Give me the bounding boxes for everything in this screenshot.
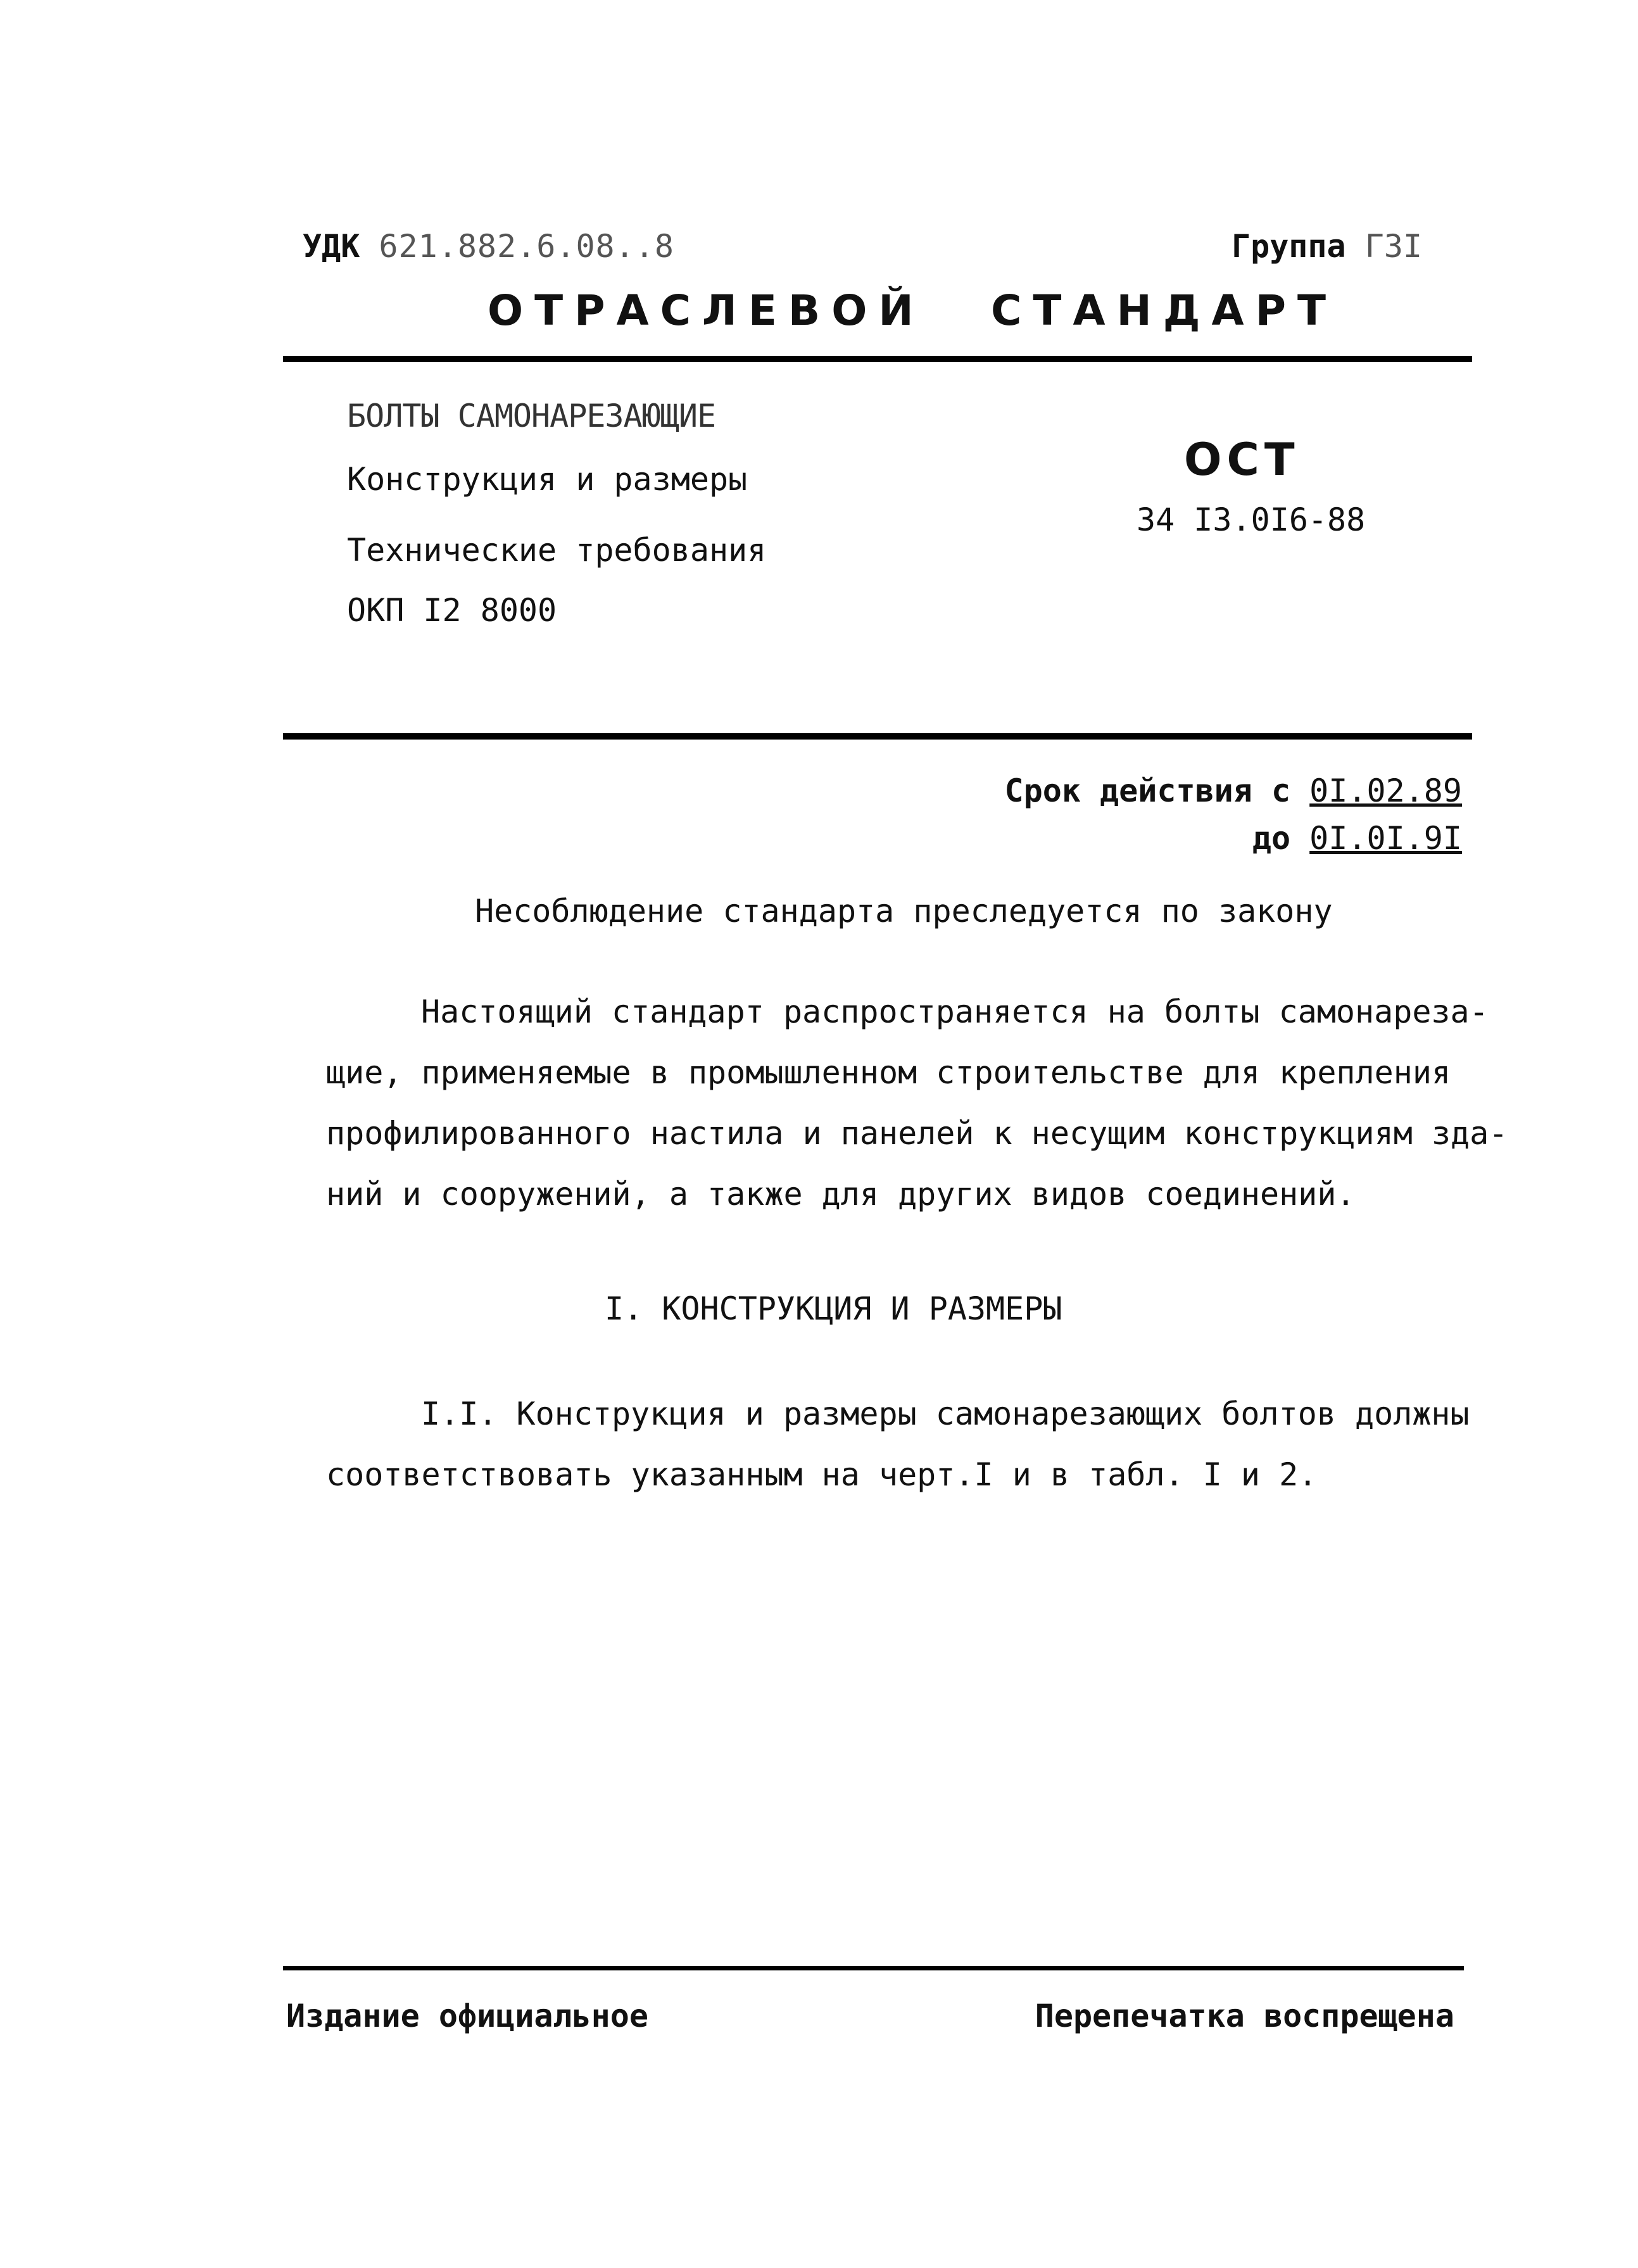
section-heading: I. КОНСТРУКЦИЯ И РАЗМЕРЫ	[605, 1290, 1062, 1327]
validity-from-date: 0I.02.89	[1309, 772, 1462, 809]
legal-notice: Несоблюдение стандарта преследуется по закону	[475, 893, 1333, 929]
ost-number: 34 I3.0I6-88	[1137, 501, 1366, 538]
document-title: БОЛТЫ САМОНАРЕЗАЮЩИЕ	[347, 398, 716, 434]
document-subtitle-2: Технические требования	[347, 532, 767, 569]
standard-title-word-2: СТАНДАРТ	[991, 286, 1338, 335]
validity-from-label: Срок действия с	[1004, 772, 1291, 809]
intro-line: ний и сооружений, а также для других видов соединений.	[326, 1176, 1356, 1213]
clause-paragraph	[326, 1383, 1472, 1505]
udk-code: 621.882.6.08..8	[379, 228, 674, 265]
intro-line: профилированного настила и панелей к несущим конструкциям зда-	[326, 1115, 1508, 1152]
header-divider	[283, 356, 1472, 362]
title-divider	[283, 733, 1472, 740]
group-label: Группа	[1232, 228, 1346, 265]
group-line	[1232, 228, 1422, 265]
footer-divider	[283, 1966, 1464, 1970]
footer-official-edition: Издание официальное	[286, 1998, 648, 2034]
clause-line: соответствовать указанным на черт.I и в табл. I и 2.	[326, 1456, 1318, 1493]
okp-code: ОКП I2 8000	[347, 592, 557, 629]
group-code: Г3I	[1364, 228, 1423, 265]
intro-line: Настоящий стандарт распространяется на болты самонареза-	[421, 993, 1489, 1030]
document-subtitle-1: Конструкция и размеры	[347, 461, 748, 498]
footer-reprint-prohibited: Перепечатка воспрещена	[1035, 1998, 1454, 2034]
validity-to	[1252, 820, 1462, 857]
validity-to-label: до	[1252, 820, 1291, 857]
intro-line: щие, применяемые в промышленном строительстве для крепления	[326, 1054, 1451, 1091]
udk-line	[303, 228, 674, 265]
validity-to-date: 0I.0I.9I	[1309, 820, 1462, 857]
clause-line: I.I. Конструкция и размеры самонарезающих болтов должны	[421, 1395, 1470, 1432]
intro-paragraph	[326, 981, 1508, 1225]
ost-label: ОСТ	[1184, 434, 1300, 486]
standard-title-word-1: ОТРАСЛЕВОЙ	[488, 286, 925, 335]
udk-label: УДК	[303, 228, 360, 265]
validity-from	[1005, 772, 1462, 809]
